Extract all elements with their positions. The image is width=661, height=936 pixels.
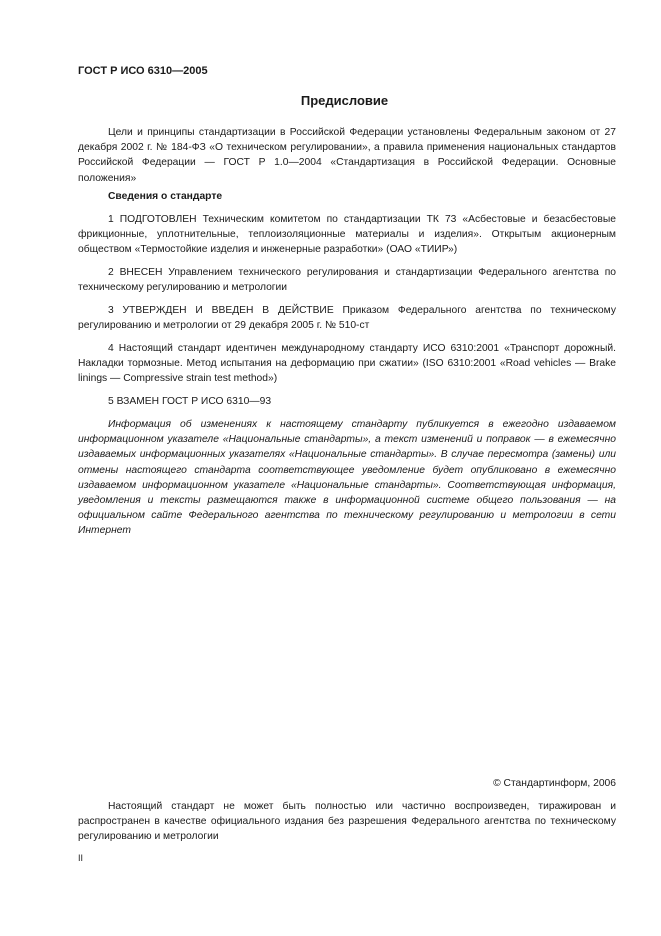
list-item: 1 ПОДГОТОВЛЕН Техническим комитетом по стандартизации ТК 73 «Асбестовые и безасбестовые фрикционные, уплотнительные, теплоизоляционные материалы и изделия». Открытым акционерным обществом «Термостойкие изделия и инженерные разработки» (ОАО «ТИИР») bbox=[78, 214, 616, 256]
list-item: 3 УТВЕРЖДЕН И ВВЕДЕН В ДЕЙСТВИЕ Приказом Федерального агентства по техническому регулированию и метрологии от 29 декабря 2005 г. № 510-ст bbox=[78, 305, 616, 332]
info-note: Информация об изменениях к настоящему стандарту публикуется в ежегодно издаваемом информационном указателе «Национальные стандарты», а текст изменений и поправок — в ежемесячно издаваемых информационных указателях «Национальные стандарты». В случае пересмотра (замены) или отмены настоящего стандарта соответствующее уведомление будет опубликовано в ежемесячно издаваемом информационном указателе «Национальные стандарты». Соответствующая информация, уведомления и тексты размещаются также в информационной системе общего пользования — на официальном сайте Федерального агентства по техническому регулированию и метрологии в сети Интернет bbox=[78, 419, 616, 537]
intro-paragraph: Цели и принципы стандартизации в Российской Федерации установлены Федеральным законом от 27 декабря 2002 г. № 184-ФЗ «О техническом регулировании», а правила применения национальных стандартов Российской Федерации — ГОСТ Р 1.0—2004 «Стандартизация в Российской Федерации. Основные положения» bbox=[78, 127, 616, 184]
list-item: 2 ВНЕСЕН Управлением технического регулирования и стандартизации Федерального агентства по техническому регулированию и метрологии bbox=[78, 267, 616, 294]
document-header: ГОСТ Р ИСО 6310—2005 bbox=[78, 65, 208, 77]
section-heading: Сведения о стандарте bbox=[108, 191, 223, 202]
list-item: 5 ВЗАМЕН ГОСТ Р ИСО 6310—93 bbox=[108, 396, 272, 407]
page-number: II bbox=[78, 853, 84, 863]
page-title: Предисловие bbox=[300, 93, 389, 108]
list-item: 4 Настоящий стандарт идентичен международному стандарту ИСО 6310:2001 «Транспорт дорожный. Накладки тормозные. Метод испытания на деформацию при сжатии» (ISO 6310:2001 «Road vehicles — Brake linings — Compressive strain test method») bbox=[78, 343, 616, 385]
reproduction-notice: Настоящий стандарт не может быть полностью или частично воспроизведен, тиражирован и распространен в качестве официального издания без разрешения Федерального агентства по техническому регулированию и метрологии bbox=[78, 801, 616, 843]
copyright: © Стандартинформ, 2006 bbox=[493, 778, 616, 789]
